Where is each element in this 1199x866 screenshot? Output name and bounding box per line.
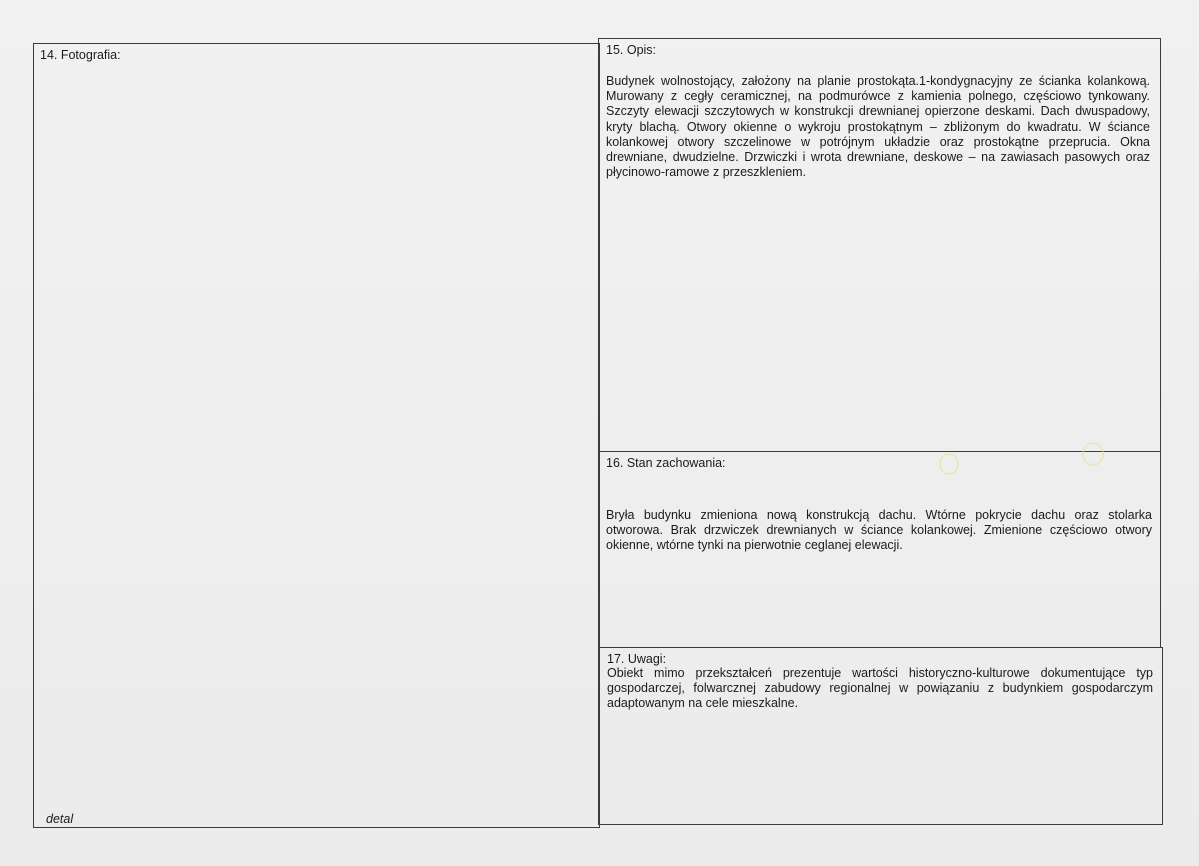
- photo-caption: detal: [46, 812, 74, 826]
- description-text: Budynek wolnostojący, założony na planie prostokąta.1-kondygnacyjny ze ścianka kolankową. Murowany z cegły ceramicznej, na podmurówce z kamienia polnego, częściowo tynkowany. Szczyty elewacji szczytowych w konstrukcji drewnianej opierzone deskami. Dach dwuspadowy, kryty blachą. Otwory okienne o wykroju prostokątnym – zbliżonym do kwadratu. W ściance kolankowej otwory szczelinowe w potrójnym układzie oraz prostokątne przeprucia. Okna drewniane, dwudzielne. Drzwiczki i wrota drewniane, deskowe – na zawiasach pasowych oraz płycinowo-ramowe z przeszkleniem.: [606, 74, 1150, 180]
- photo-section: [33, 43, 600, 828]
- description-section: [598, 38, 1161, 452]
- condition-section: [598, 451, 1161, 648]
- paper-stain: [1082, 442, 1104, 466]
- condition-section-label: 16. Stan zachowania:: [606, 456, 726, 470]
- description-section-label: 15. Opis:: [606, 43, 657, 57]
- condition-text: Bryła budynku zmieniona nową konstrukcją dachu. Wtórne pokrycie dachu oraz stolarka otworowa. Brak drzwiczek drewnianych w ściance kolankowej. Zmienione częściowo otwory okienne, wtórne tynki na pierwotnie ceglanej elewacji.: [606, 508, 1152, 553]
- remarks-section-label: 17. Uwagi:: [607, 652, 667, 666]
- photo-section-label: 14. Fotografia:: [40, 48, 121, 62]
- paper-stain: [939, 453, 959, 475]
- remarks-section: [598, 647, 1163, 825]
- remarks-text: Obiekt mimo przekształceń prezentuje wartości historyczno-kulturowe dokumentujące typ gospodarczej, folwarcznej zabudowy regionalnej w powiązaniu z budynkiem gospodarczym adaptowanym na cele mieszkalne.: [607, 666, 1153, 711]
